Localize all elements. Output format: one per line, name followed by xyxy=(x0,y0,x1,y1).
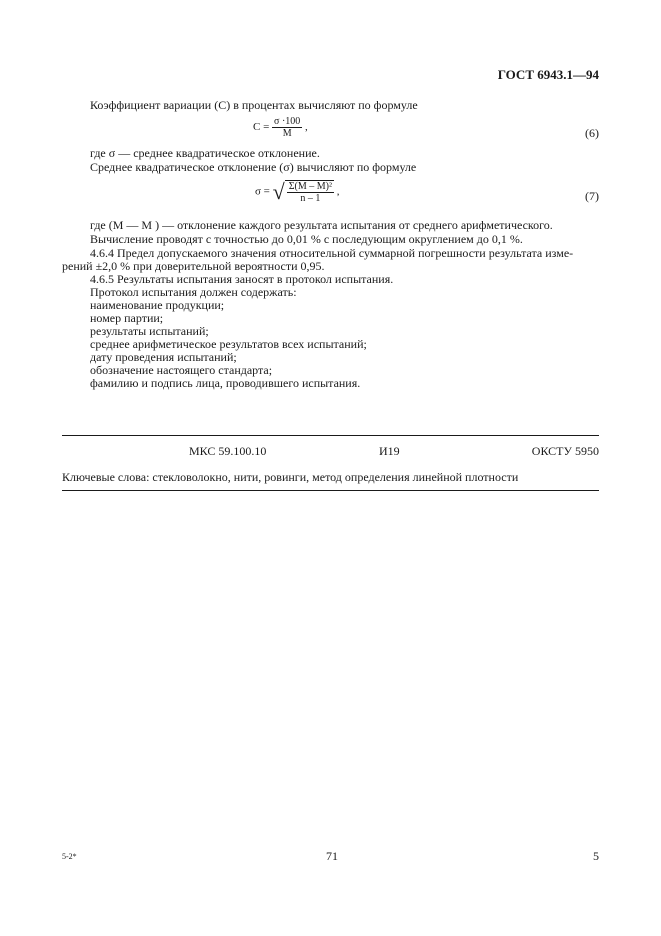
sqrt-icon: √ xyxy=(272,179,285,204)
divider-top xyxy=(62,435,599,436)
print-mark: 5-2* xyxy=(62,852,77,861)
formula-7-fraction xyxy=(287,181,334,204)
paragraph-4-6-5: 4.6.5 Результаты испытания заносят в протокол испытания. xyxy=(90,272,394,286)
formula-6-denominator: M xyxy=(282,128,292,139)
formula-6 xyxy=(253,116,308,139)
divider-bottom xyxy=(62,490,599,491)
paragraph-4-6-4-a: 4.6.4 Предел допускаемого значения относительной суммарной погрешности результата изме- xyxy=(90,246,574,260)
formula-7-radicand xyxy=(285,180,334,204)
list-item: обозначение настоящего стандарта; xyxy=(90,363,273,377)
page-number: 5 xyxy=(593,849,599,863)
keywords: Ключевые слова: стекловолокно, нити, ровинги, метод определения линейной плотности xyxy=(62,470,519,484)
formula-7-denominator: n – 1 xyxy=(300,193,321,204)
paragraph-std-dev: Среднее квадратическое отклонение (σ) вычисляют по формуле xyxy=(90,160,417,174)
equation-number-7: (7) xyxy=(585,189,599,203)
paragraph-4-6-4-b: рений ±2,0 % при доверительной вероятности 0,95. xyxy=(62,259,325,273)
formula-6-fraction xyxy=(272,116,302,139)
paragraph-deviation: где (M — M ) — отклонение каждого результата испытания от среднего арифметического. xyxy=(90,218,553,232)
okstu-code: ОКСТУ 5950 xyxy=(531,444,599,458)
list-item: фамилию и подпись лица, проводившего испытания. xyxy=(90,376,361,390)
mks-code: МКС 59.100.10 xyxy=(189,444,267,458)
formula-7-tail: , xyxy=(336,185,340,198)
list-item: дату проведения испытаний; xyxy=(90,350,237,364)
list-item: результаты испытаний; xyxy=(90,324,209,338)
paragraph-sigma-def: где σ — среднее квадратическое отклонение. xyxy=(90,146,320,160)
list-item: наименование продукции; xyxy=(90,298,225,312)
formula-7-lhs: σ = xyxy=(255,185,270,198)
formula-7-numerator: Σ(M – M)² xyxy=(288,181,332,192)
paragraph-protocol: Протокол испытания должен содержать: xyxy=(90,285,297,299)
formula-6-lhs: C = xyxy=(253,121,270,134)
classification-index: И19 xyxy=(379,444,400,458)
equation-number-6: (6) xyxy=(585,126,599,140)
page-number-center: 71 xyxy=(326,849,338,863)
paragraph-variation-coefficient: Коэффициент вариации (C) в процентах вычисляют по формуле xyxy=(90,98,418,112)
formula-7 xyxy=(255,180,339,204)
list-item: номер партии; xyxy=(90,311,164,325)
formula-6-tail: , xyxy=(305,121,308,134)
paragraph-rounding: Вычисление проводят с точностью до 0,01 % с последующим округлением до 0,1 %. xyxy=(90,232,523,246)
formula-6-numerator: σ ·100 xyxy=(274,116,301,127)
list-item: среднее арифметическое результатов всех испытаний; xyxy=(90,337,367,351)
document-id: ГОСТ 6943.1—94 xyxy=(497,67,599,82)
